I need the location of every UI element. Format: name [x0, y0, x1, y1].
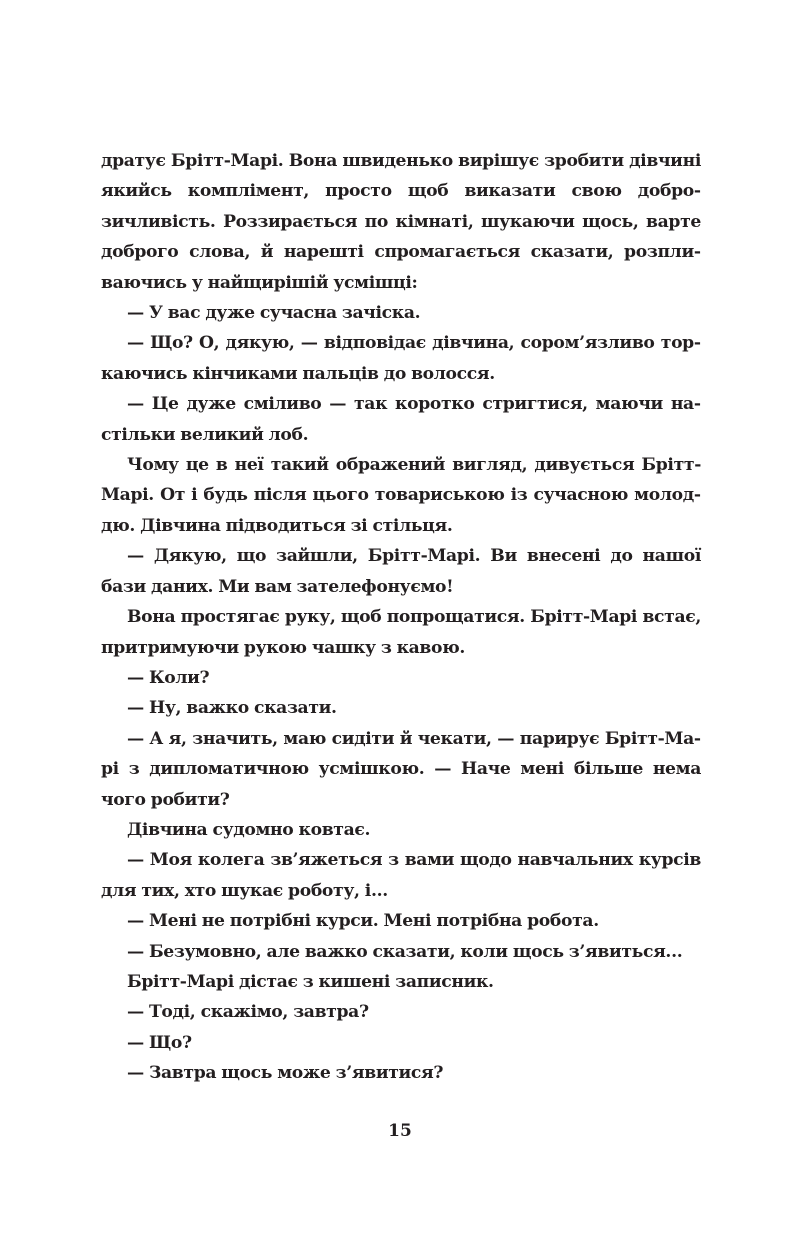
paragraph-3: — Що? О, дякую, — відповідає дівчина, сором’язливо торкаючись кінчиками пальців до волосся. [101, 333, 701, 384]
paragraph-5: Чому це в неї такий ображений вигляд, дивується Брітт-Марі. От і будь після цього товариською із сучасною молоддю. Дівчина підводиться зі стільця. [101, 455, 701, 536]
paragraph-11: Дівчина судомно ковтає. [127, 819, 371, 840]
page-body-text [101, 146, 701, 1089]
paragraph-8: — Коли? [127, 667, 210, 688]
paragraph-10: — А я, значить, маю сидіти й чекати, — парирує Брітт-Марі з дипломатичною усмішкою. — Наче мені більше нема чого робити? [101, 728, 701, 810]
paragraph-18: — Завтра щось може з’явитися? [127, 1063, 444, 1084]
paragraph-13: — Мені не потрібні курси. Мені потрібна робота. [127, 911, 599, 932]
paragraph-7: Вона простягає руку, щоб попрощатися. Брітт-Марі встає, притримуючи рукою чашку з кавою. [101, 607, 701, 658]
paragraph-14: — Безумовно, але важко сказати, коли щось з’явиться... [127, 941, 683, 962]
paragraph-9: — Ну, важко сказати. [127, 698, 337, 719]
paragraph-4: — Це дуже сміливо — так коротко стригтися, маючи настільки великий лоб. [101, 394, 701, 445]
paragraph-1: дратує Брітт-Марі. Вона швиденько вирішує зробити дівчині якийсь комплімент, просто щоб виказати свою доброзичливість. Роззирається по кімнаті, шукаючи щось, варте доброго слова, й нарешті спромагається сказати, розпливаючись у найщирішій усмішці: [101, 151, 701, 293]
paragraph-15: Брітт-Марі дістає з кишені записник. [127, 971, 494, 992]
paragraph-12: — Моя колега зв’яжеться з вами щодо навчальних курсів для тих, хто шукає роботу, і... [101, 850, 701, 901]
paragraph-2: — У вас дуже сучасна зачіска. [127, 303, 421, 324]
paragraph-17: — Що? [127, 1032, 192, 1053]
paragraph-6: — Дякую, що зайшли, Брітт-Марі. Ви внесені до нашої бази даних. Ми вам зателефонуємо! [101, 546, 701, 597]
page-number: 15 [388, 1121, 412, 1141]
paragraph-16: — Тоді, скажімо, завтра? [127, 1002, 369, 1023]
